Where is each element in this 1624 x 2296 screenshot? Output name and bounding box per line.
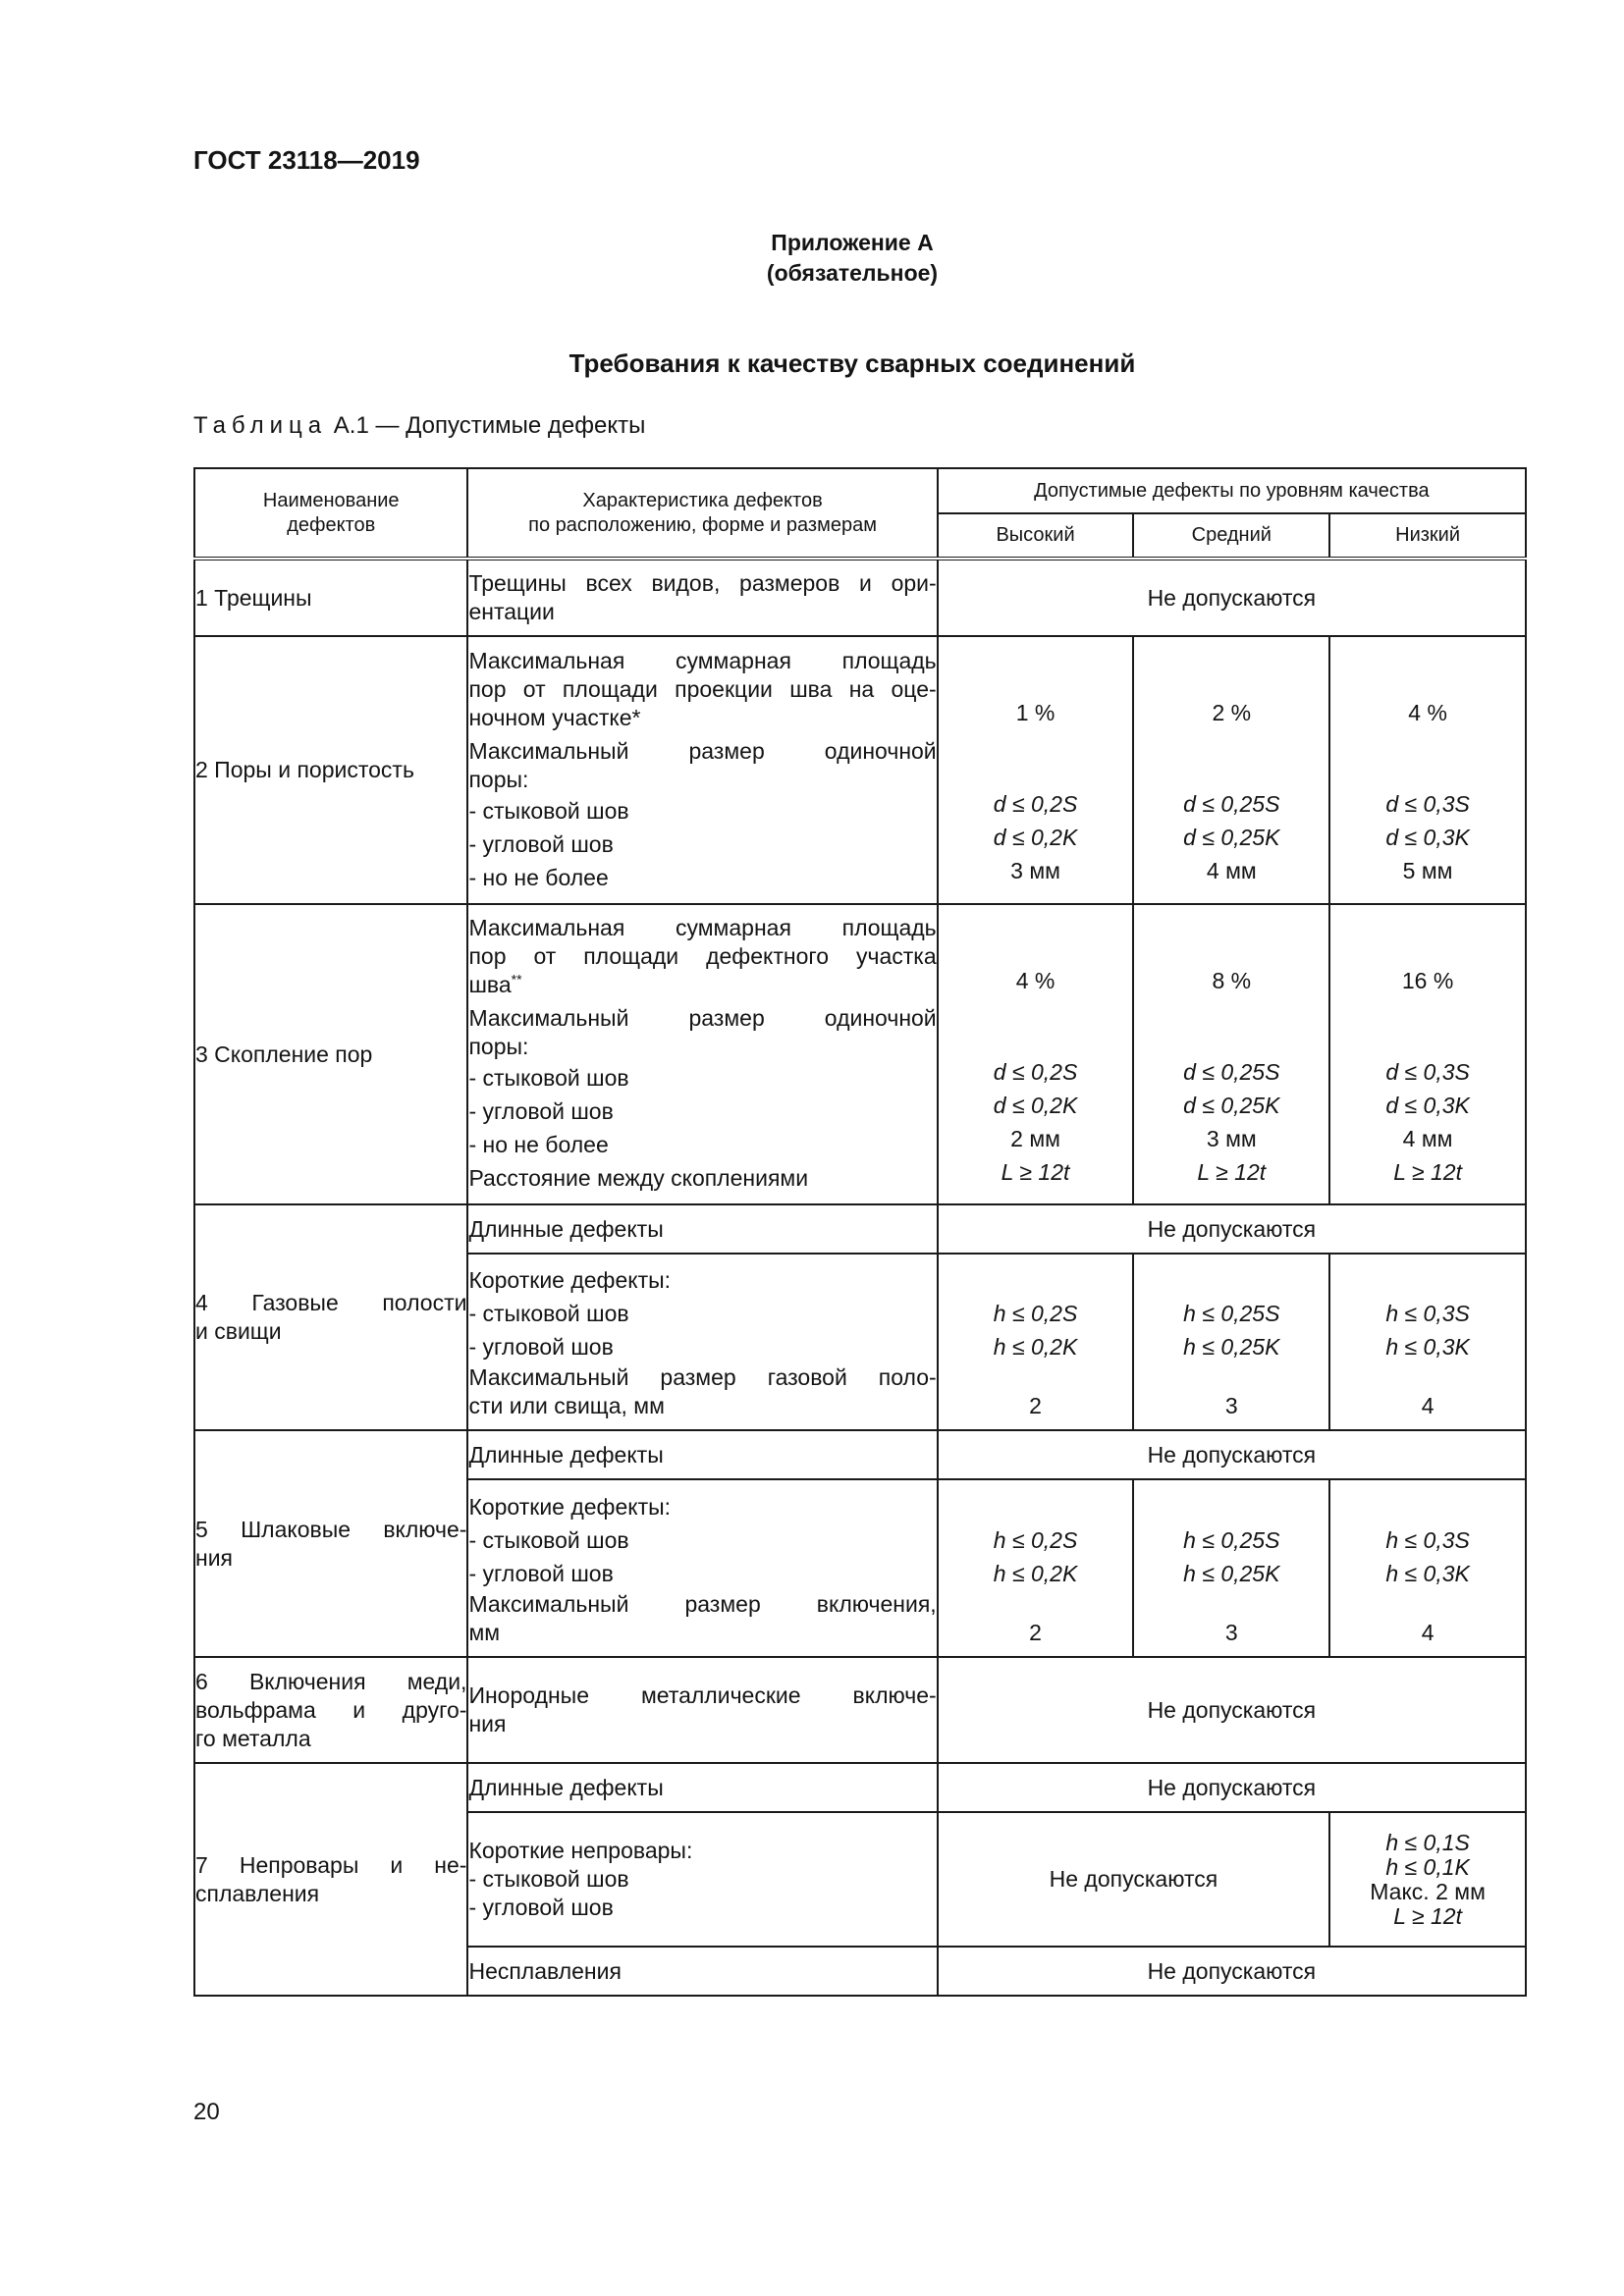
value-area: 1 %: [1015, 700, 1056, 725]
value-cell-low: [1329, 1479, 1526, 1657]
header-level-medium: Средний: [1133, 513, 1329, 559]
value-max: 4 мм: [1402, 1125, 1453, 1151]
value-max: Макс. 2 мм: [1370, 1878, 1486, 1904]
value-butt: h ≤ 0,25S: [1183, 1301, 1280, 1326]
value-max: 2 мм: [1010, 1125, 1060, 1151]
table-caption-word: Таблица: [193, 412, 328, 439]
table-row: [194, 636, 1526, 904]
header-level-low: Низкий: [1329, 513, 1526, 559]
header-defect-characteristics: [467, 468, 937, 559]
value-fillet: d ≤ 0,3K: [1385, 1092, 1470, 1118]
header-defect-name-line: Наименование: [262, 489, 400, 511]
value-max: 5 мм: [1402, 858, 1453, 883]
value-distance: L ≥ 12t: [1197, 1158, 1267, 1185]
not-allowed-cell: Не допускаются: [938, 1812, 1330, 1947]
value-fillet: d ≤ 0,25K: [1183, 1092, 1280, 1118]
text-line: - угловой шов: [468, 1560, 614, 1586]
defect-name: [194, 1657, 467, 1763]
text-line: - стыковой шов: [468, 1301, 629, 1326]
value-distance: L ≥ 12t: [1001, 1158, 1070, 1185]
value-butt: h ≤ 0,1S: [1385, 1829, 1470, 1855]
table-caption-text: А.1 — Допустимые дефекты: [333, 412, 646, 439]
text-line: Короткие дефекты:: [468, 1267, 672, 1293]
text-line: - стыковой шов: [468, 1065, 629, 1091]
text-line: Максимальный размер одиночной: [468, 737, 937, 764]
text-line: 4 Газовые полости: [195, 1290, 467, 1315]
value-butt: d ≤ 0,25S: [1183, 791, 1280, 817]
defects-table: [193, 467, 1527, 1997]
value-cell-low: [1329, 1254, 1526, 1430]
defect-name: 2 Поры и пористость: [194, 636, 467, 904]
value-cell-low: [1329, 904, 1526, 1204]
value-size: 3: [1224, 1619, 1238, 1645]
defect-characteristics: [467, 559, 937, 636]
value-cell-medium: [1133, 636, 1329, 904]
text-line: го металла: [195, 1725, 311, 1751]
text-line: 7 Непровары и не-: [195, 1851, 467, 1878]
value-distance: L ≥ 12t: [1393, 1158, 1462, 1185]
value-area: 8 %: [1212, 967, 1252, 993]
value-cell-high: [938, 1479, 1134, 1657]
defect-characteristics: [467, 636, 937, 904]
value-max: 4 мм: [1206, 858, 1257, 883]
defect-characteristics: Длинные дефекты: [467, 1763, 937, 1812]
header-characteristics-line: Характеристика дефектов: [582, 489, 823, 511]
annex-title: Приложение А: [771, 230, 934, 255]
text-line: пор от площади дефектного участка: [468, 943, 937, 969]
value-area: 4 %: [1408, 700, 1447, 725]
not-allowed-cell: Не допускаются: [938, 1657, 1526, 1763]
value-cell-medium: [1133, 904, 1329, 1204]
defect-name: [194, 1204, 467, 1430]
value-butt: h ≤ 0,3S: [1385, 1301, 1470, 1326]
value-butt: h ≤ 0,3S: [1385, 1526, 1470, 1553]
header-defect-name-line: дефектов: [287, 513, 376, 536]
value-butt: d ≤ 0,3S: [1385, 1058, 1470, 1085]
value-cell-high: [938, 636, 1134, 904]
not-allowed-cell: Не допускаются: [938, 1430, 1526, 1479]
table-row: [194, 559, 1526, 636]
not-allowed-cell: Не допускаются: [938, 559, 1526, 636]
header-quality-levels: Допустимые дефекты по уровням качества: [938, 468, 1526, 513]
text-line: Максимальная суммарная площадь: [468, 647, 937, 673]
value-fillet: h ≤ 0,3K: [1385, 1334, 1470, 1360]
text-line: Трещины всех видов, размеров и ори-: [468, 570, 937, 596]
text-line: сплавления: [195, 1880, 320, 1906]
not-allowed-cell: Не допускаются: [938, 1204, 1526, 1254]
not-allowed-cell: Не допускаются: [938, 1763, 1526, 1812]
defect-characteristics: Несплавления: [467, 1947, 937, 1996]
text-line: - угловой шов: [468, 830, 614, 857]
value-fillet: d ≤ 0,2K: [993, 825, 1078, 850]
text-line: Максимальная суммарная площадь: [468, 915, 937, 940]
defect-characteristics: Длинные дефекты: [467, 1430, 937, 1479]
value-butt: h ≤ 0,2S: [993, 1526, 1078, 1553]
not-allowed-cell: Не допускаются: [938, 1947, 1526, 1996]
text-line: - стыковой шов: [468, 797, 629, 824]
value-max: 3 мм: [1206, 1125, 1257, 1151]
value-area: 4 %: [1015, 967, 1056, 993]
text-line: вольфрама и друго-: [195, 1696, 467, 1723]
value-size: 4: [1421, 1393, 1435, 1418]
standard-code: ГОСТ 23118—2019: [193, 145, 420, 175]
value-fillet: h ≤ 0,25K: [1183, 1560, 1280, 1586]
defect-characteristics: [467, 1812, 937, 1947]
table-row: [194, 1430, 1526, 1479]
value-area: 16 %: [1401, 967, 1454, 993]
text-line: - стыковой шов: [468, 1866, 629, 1892]
value-fillet: h ≤ 0,3K: [1385, 1560, 1470, 1586]
text-line: сти или свища, мм: [468, 1393, 665, 1418]
text-line: и свищи: [195, 1318, 282, 1344]
value-butt: h ≤ 0,25S: [1183, 1526, 1280, 1553]
defect-characteristics: [467, 1657, 937, 1763]
value-fillet: d ≤ 0,25K: [1183, 825, 1280, 850]
text-line: - но не более: [468, 864, 609, 890]
table-caption: [193, 412, 645, 440]
text-line: 5 Шлаковые включе-: [195, 1516, 467, 1542]
table-row: [194, 904, 1526, 1204]
value-size: 4: [1421, 1619, 1435, 1645]
text-line: Расстояние между скоплениями: [468, 1165, 809, 1191]
value-fillet: d ≤ 0,2K: [993, 1092, 1078, 1118]
text-line: - угловой шов: [468, 1334, 614, 1360]
defect-characteristics: Длинные дефекты: [467, 1204, 937, 1254]
value-butt: d ≤ 0,25S: [1183, 1058, 1280, 1085]
value-max: 3 мм: [1010, 858, 1060, 883]
defect-characteristics: [467, 1479, 937, 1657]
value-butt: h ≤ 0,2S: [993, 1301, 1078, 1326]
defect-name: 1 Трещины: [194, 559, 467, 636]
annex-heading: [0, 228, 1624, 289]
value-cell-high: [938, 1254, 1134, 1430]
text-line: 6 Включения меди,: [195, 1668, 467, 1694]
value-butt: d ≤ 0,2S: [993, 1058, 1078, 1085]
value-butt: d ≤ 0,3S: [1385, 791, 1470, 817]
annex-status: (обязательное): [766, 260, 939, 286]
value-cell-medium: [1133, 1254, 1329, 1430]
value-fillet: d ≤ 0,3K: [1385, 825, 1470, 850]
text-line: Короткие дефекты:: [468, 1493, 672, 1520]
text-line: - угловой шов: [468, 1895, 614, 1920]
value-butt: d ≤ 0,2S: [993, 791, 1078, 817]
value-size: 2: [1029, 1393, 1042, 1418]
text-line: пор от площади проекции шва на оце-: [468, 675, 937, 702]
text-line: Максимальный размер включения,: [468, 1590, 937, 1617]
text-line: шва**: [468, 971, 522, 997]
text-line: ния: [195, 1544, 234, 1571]
text-line: поры:: [468, 1034, 529, 1059]
defect-name: [194, 1763, 467, 1996]
text-line: мм: [468, 1619, 501, 1645]
text-line: поры:: [468, 766, 529, 792]
value-fillet: h ≤ 0,25K: [1183, 1334, 1280, 1360]
table-row: [194, 1657, 1526, 1763]
table-row: [194, 1763, 1526, 1812]
text-line: ентации: [468, 599, 555, 624]
text-line: - стыковой шов: [468, 1526, 629, 1553]
text-line: ночном участке*: [468, 704, 641, 730]
table-row: [194, 1204, 1526, 1254]
header-defect-name: [194, 468, 467, 559]
defect-characteristics: [467, 904, 937, 1204]
text-line: - но не более: [468, 1132, 609, 1157]
value-distance: L ≥ 12t: [1393, 1902, 1462, 1929]
page-number: 20: [193, 2099, 220, 2125]
header-characteristics-line: по расположению, форме и размерам: [528, 513, 877, 536]
value-size: 3: [1224, 1393, 1238, 1418]
defect-characteristics: [467, 1254, 937, 1430]
value-cell-medium: [1133, 1479, 1329, 1657]
value-fillet: h ≤ 0,2K: [993, 1334, 1078, 1360]
text-line: Максимальный размер газовой поло-: [468, 1364, 937, 1390]
value-area: 2 %: [1212, 700, 1252, 725]
text-line: Максимальный размер одиночной: [468, 1005, 937, 1031]
text-line: - угловой шов: [468, 1098, 614, 1124]
value-fillet: h ≤ 0,1K: [1385, 1853, 1470, 1880]
value-fillet: h ≤ 0,2K: [993, 1560, 1078, 1586]
text-line: Короткие непровары:: [468, 1838, 693, 1863]
value-cell-high: [938, 904, 1134, 1204]
value-size: 2: [1029, 1619, 1042, 1645]
value-cell-low: [1329, 636, 1526, 904]
defect-name: [194, 1430, 467, 1657]
value-cell-low: [1329, 1812, 1526, 1947]
defect-name: 3 Скопление пор: [194, 904, 467, 1204]
text-line: Инородные металлические включе-: [468, 1682, 937, 1708]
header-level-high: Высокий: [938, 513, 1134, 559]
text-line: ния: [468, 1711, 507, 1736]
section-title: Требования к качеству сварных соединений: [568, 348, 1136, 378]
